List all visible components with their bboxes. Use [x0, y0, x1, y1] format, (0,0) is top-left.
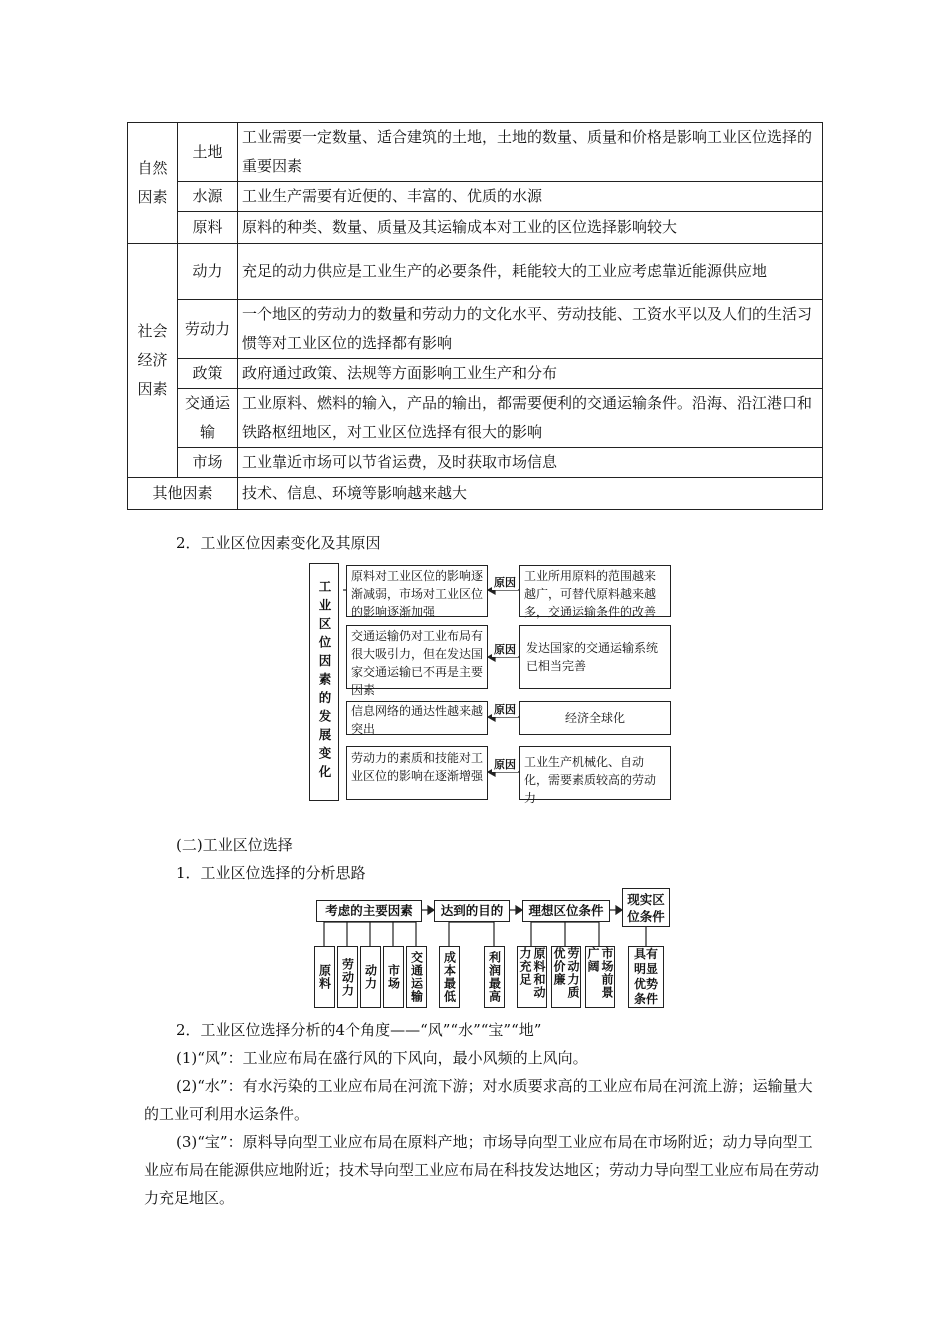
step-ideal-conditions: 理想区位条件	[522, 900, 610, 922]
factor-description: 工业生产需要有近便的、丰富的、优质的水源	[238, 182, 823, 212]
step-goal: 达到的目的	[434, 900, 510, 922]
factor-description: 工业靠近市场可以节省运费，及时获取市场信息	[238, 448, 823, 478]
step-real-conditions: 现实区位条件	[622, 888, 670, 927]
factor-name: 市场	[178, 448, 238, 478]
factor-name: 土地	[178, 123, 238, 182]
cause-box: 工业生产机械化、自动化，需要素质较高的劳动力	[519, 746, 671, 800]
factor-name: 劳动力	[178, 300, 238, 359]
factor-description: 充足的动力供应是工业生产的必要条件，耗能较大的工业应考虑靠近能源供应地	[238, 244, 823, 300]
factor-box: 原料	[314, 946, 335, 1008]
subsection-heading: 2．工业区位选择分析的4个角度——“风”“水”“宝”“地”	[176, 1021, 542, 1039]
natural-factors-label: 自然因素	[128, 123, 178, 244]
factor-description: 工业需要一定数量、适合建筑的土地，土地的数量、质量和价格是影响工业区位选择的重要因素	[238, 123, 823, 182]
point-treasure: (3)“宝”：原料导向型工业应布局在原料产地；市场导向型工业应布局在市场附近；动力导向型工业应布局在能源供应地附近；技术导向型工业应布局在科技发达地区；劳动力导向型工业应布局在劳动力充足地区。	[144, 1133, 820, 1207]
other-factors-label: 其他因素	[128, 478, 238, 510]
factor-box: 动力	[360, 946, 381, 1008]
factor-name: 水源	[178, 182, 238, 212]
factor-name: 政策	[178, 359, 238, 389]
step-main-factors: 考虑的主要因素	[316, 900, 422, 922]
effect-box: 信息网络的通达性越来越突出	[346, 701, 488, 735]
subsection-heading: 1．工业区位选择的分析思路	[176, 864, 366, 882]
ideal-box: 劳动力质优价廉	[551, 946, 581, 1008]
point-wind: (1)“风”：工业应布局在盛行风的下风向，最小风频的上风向。	[176, 1049, 588, 1067]
section-title: (二)工业区位选择	[176, 836, 293, 854]
reason-label: 原因	[494, 703, 516, 716]
ideal-box: 原料和动力充足	[517, 946, 547, 1008]
factor-box: 劳动力	[337, 946, 358, 1008]
factor-description: 原料的种类、数量、质量及其运输成本对工业的区位选择影响较大	[238, 212, 823, 244]
section-heading: 2．工业区位因素变化及其原因	[176, 534, 381, 552]
point-water: (2)“水”：有水污染的工业应布局在河流下游；对水质要求高的工业应布局在河流上游；运输量大的工业可利用水运条件。	[144, 1077, 813, 1123]
cause-box: 发达国家的交通运输系统已相当完善	[519, 625, 671, 689]
effect-box: 原料对工业区位的影响逐渐减弱，市场对工业区位的影响逐渐加强	[346, 565, 488, 617]
factor-name: 原料	[178, 212, 238, 244]
reason-label: 原因	[494, 576, 516, 589]
factor-name: 交通运输	[178, 389, 238, 448]
goal-box: 利润最高	[484, 946, 505, 1008]
cause-box: 工业所用原料的范围越来越广，可替代原料越来越多，交通运输条件的改善	[519, 565, 671, 617]
factor-box: 交通运输	[406, 946, 427, 1008]
cause-box: 经济全球化	[519, 701, 671, 735]
effect-box: 交通运输仍对工业布局有很大吸引力，但在发达国家交通运输已不再是主要因素	[346, 625, 488, 689]
goal-box: 成本最低	[439, 946, 460, 1008]
ideal-box: 市场前景广阔	[585, 946, 615, 1008]
effect-box: 劳动力的素质和技能对工业区位的影响在逐渐增强	[346, 746, 488, 800]
reason-label: 原因	[494, 758, 516, 771]
reason-label: 原因	[494, 643, 516, 656]
factor-description: 技术、信息、环境等影响越来越大	[238, 478, 823, 510]
factor-description: 政府通过政策、法规等方面影响工业生产和分布	[238, 359, 823, 389]
social-economic-factors-label: 社会经济因素	[128, 244, 178, 478]
real-box: 具有明显优势条件	[628, 946, 664, 1008]
diagram-title-box: 工业区位因素的发展变化	[309, 563, 339, 801]
factor-box: 市场	[383, 946, 404, 1008]
factor-description: 工业原料、燃料的输入，产品的输出，都需要便利的交通运输条件。沿海、沿江港口和铁路枢纽地区，对工业区位选择有很大的影响	[238, 389, 823, 448]
factor-name: 动力	[178, 244, 238, 300]
factor-description: 一个地区的劳动力的数量和劳动力的文化水平、劳动技能、工资水平以及人们的生活习惯等对工业区位的选择都有影响	[238, 300, 823, 359]
